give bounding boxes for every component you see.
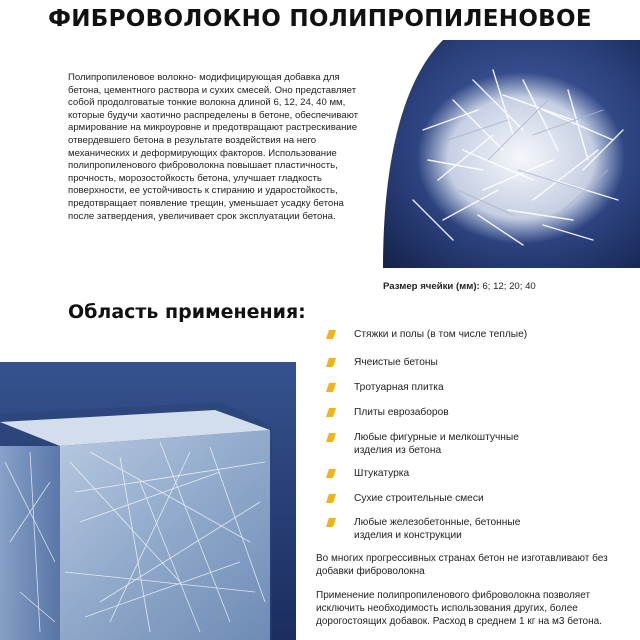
list-item-label: Любые фигурные и мелкоштучные изделия из бетона [354, 432, 519, 456]
list-item-label: Сухие строительные смеси [354, 493, 484, 504]
fiber-photo [383, 40, 640, 268]
bullet-icon [326, 494, 336, 503]
note-consumption: Применение полипропиленового фиброволокна позволяет исключить необходимость использования других, более дорогостоящих добавок. Расход в среднем 1 кг на м3 бетона. [316, 590, 602, 627]
bullet-icon [326, 358, 336, 367]
cell-size-value: 6; 12; 20; 40 [479, 281, 536, 292]
page-title: ФИБРОВОЛОКНО ПОЛИПРОПИЛЕНОВОЕ [48, 6, 592, 32]
cell-size [383, 281, 633, 292]
bullet-icon [326, 330, 336, 339]
list-item-label: Плиты еврозаборов [354, 407, 449, 418]
intro-paragraph: Полипропиленовое волокно- модифицирующая добавка для бетона, цементного раствора и сухих смесей. Оно представляет собой продолговатые тонкие волокна длиной 6, 12, 24, 40 мм, которые будучи хаотично распределены в бетоне, обеспечивают армирование на микроуровне и предотвращают растрескивание отвердевшего бетона в результате воздействия на него механических и деформирующих факторов. Использование полипропиленового фиброволокна повышает пластичность, прочность, морозостойкость бетона, улучшает гладкость поверхности, ее устойчивость к стиранию и ударостойкость, предотвращает появление трещин, уменьшает усадку бетона после затвердения, увеличивает срок эксплуатации бетона. [68, 72, 359, 222]
note-fiber-usage: Во многих прогрессивных странах бетон не изготавливают без добавки фиброволокна [316, 553, 608, 577]
scope-title: Область применения: [68, 301, 306, 323]
bullet-icon [326, 383, 336, 392]
list-item-label: Тротуарная плитка [354, 382, 444, 393]
list-item-label: Стяжки и полы (в том числе теплые) [354, 329, 528, 340]
bullet-icon [326, 433, 336, 442]
list-item-label: Штукатурка [354, 468, 410, 479]
bullet-icon [326, 518, 336, 527]
list-item-label: Ячеистые бетоны [354, 357, 438, 368]
bullet-icon [326, 469, 336, 478]
cell-size-label: Размер ячейки (мм): [383, 281, 480, 292]
list-item-label: Любые железобетонные, бетонные изделия и конструкции [354, 517, 521, 541]
concrete-block-photo [0, 362, 296, 640]
bullet-icon [326, 408, 336, 417]
